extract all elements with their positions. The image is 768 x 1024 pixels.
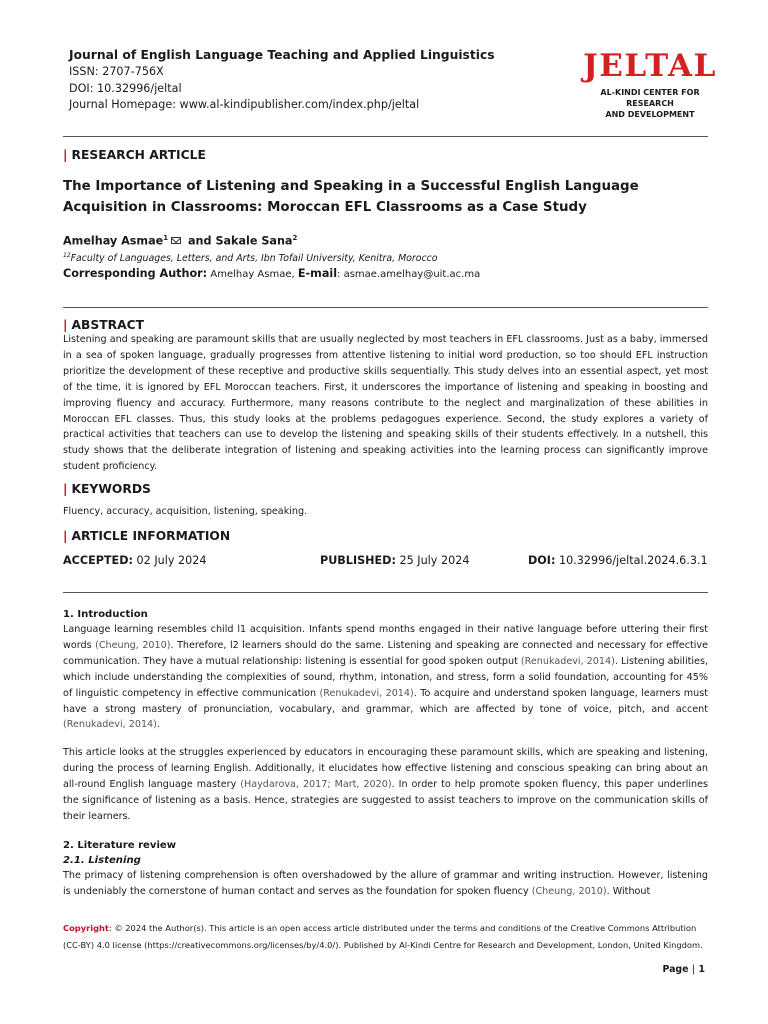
article-doi — [528, 553, 708, 569]
journal-homepage[interactable]: Journal Homepage: www.al-kindipublisher.com/index.php/jeltal — [69, 98, 420, 111]
abstract-heading: | ABSTRACT — [63, 318, 145, 332]
logo-subtitle-1: AL-KINDI CENTER FOR RESEARCH — [600, 88, 700, 108]
author-1: Amelhay Asmae — [63, 234, 164, 248]
intro-p1-text-a: Language learning resembles child l1 acquisition. Infants spend months engaged in their native language before uttering their first words — [63, 624, 708, 651]
copyright-footer — [63, 920, 708, 953]
journal-doi: DOI: 10.32996/jeltal — [69, 81, 182, 95]
article-title: The Importance of Listening and Speaking in a Successful English Language Acquisition in Classrooms: Moroccan EFL Classrooms as a Case Study — [63, 179, 639, 215]
citation: (Renukadevi, 2014) — [319, 687, 414, 699]
published-date — [320, 553, 469, 569]
affiliation — [63, 249, 438, 266]
lit-heading: 2. Literature review — [63, 840, 177, 851]
logo-name: JELTAL — [583, 48, 717, 84]
author-2-sup: 2 — [292, 234, 298, 242]
citation: (Renukadevi, 2014) — [63, 719, 157, 731]
intro-p1-text-b: . Therefore, l2 learners should do the same. Listening and speaking are connected and necessary for effective communication. They have a mutual relationship: listening is essential for good spoken output — [63, 639, 708, 667]
accepted-date — [63, 553, 206, 569]
corresponding-author — [63, 266, 480, 282]
intro-p1-text-e: . — [156, 719, 160, 731]
intro-p1-text-c: . Listening abilities, which include understanding the complexities of sound, rhythm, intonation, and stress, form a solid foundation, accounting for 45% of linguistic competency in effective communication — [63, 655, 708, 699]
affiliation-sup: 12 — [63, 252, 71, 259]
intro-p1-text-d: . To acquire and understand spoken language, learners must have a strong mastery of pronunciation, vocabulary, and grammar, which are affected by tone of voice, pitch, and accent — [63, 687, 708, 715]
author-2: Sakale Sana — [215, 234, 293, 248]
logo-subtitle-2: AND DEVELOPMENT — [605, 110, 695, 119]
lit-text-b: . Without — [606, 885, 651, 897]
issn: ISSN: 2707-756X — [69, 65, 164, 78]
published-label: PUBLISHED: — [320, 554, 396, 567]
intro-paragraph-2 — [63, 745, 708, 825]
email-address[interactable]: : asmae.amelhay@uit.ac.ma — [337, 269, 481, 280]
authors-line — [63, 231, 297, 249]
journal-logo — [580, 48, 720, 120]
corr-name: Amelhay Asmae, — [210, 269, 295, 280]
citation: (Cheung, 2010) — [95, 639, 171, 651]
listening-subheading: 2.1. Listening — [63, 855, 141, 866]
abstract-heading-text: ABSTRACT — [71, 318, 145, 332]
corr-label: Corresponding Author: — [63, 267, 208, 280]
copyright-text: : © 2024 the Author(s). This article is an open access article distributed under the terms and conditions of the Creative Commons Attribution (CC-BY) 4.0 license (https://creativecommons.org/licenses/by/4.0/). Published by Al-Kindi Centre for Research and Development, London, United Kingdom. — [63, 923, 703, 950]
article-type-label: | RESEARCH ARTICLE — [63, 148, 206, 162]
article-type: RESEARCH ARTICLE — [71, 148, 206, 162]
header-divider — [63, 136, 708, 137]
body-divider — [63, 592, 708, 593]
keywords-heading: | KEYWORDS — [63, 482, 151, 496]
keywords-text: Fluency, accuracy, acquisition, listening, speaking. — [63, 506, 308, 517]
lit-paragraph — [63, 868, 708, 900]
abstract-divider — [63, 307, 708, 308]
authors-and: and — [188, 234, 212, 248]
email-label: E-mail — [297, 267, 338, 280]
page-number — [662, 964, 705, 975]
intro-p2-text-b: . In order to help promote spoken fluency, this paper underlines the significance of listening as a basis. Hence, strategies are suggested to assist teachers to improve on the communication skills of their learners. — [63, 778, 708, 822]
journal-header — [69, 47, 539, 114]
doi-value[interactable]: 10.32996/jeltal.2024.6.3.1 — [559, 554, 708, 567]
page-number-value: 1 — [698, 964, 705, 975]
author-1-sup: 1 — [163, 234, 169, 242]
copyright-label: Copyright — [63, 923, 109, 933]
intro-p2-text-a: This article looks at the struggles experienced by educators in encouraging these paramount skills, which are speaking and listening, during the process of learning English. Additionally, it elucidates how effective listening and conscious speaking can bring about an all-round English language mastery — [63, 747, 708, 790]
journal-title: Journal of English Language Teaching and Applied Linguistics — [69, 48, 495, 62]
intro-heading: 1. Introduction — [63, 609, 148, 620]
accepted-value: 02 July 2024 — [136, 554, 207, 567]
accepted-label: ACCEPTED: — [63, 554, 133, 567]
page-separator: | — [691, 964, 696, 975]
page-label: Page — [662, 964, 689, 975]
citation: (Renukadevi, 2014) — [520, 655, 615, 667]
doi-label: DOI: — [528, 554, 556, 567]
intro-paragraph-1 — [63, 622, 708, 733]
mail-icon[interactable] — [171, 237, 181, 244]
affiliation-text: Faculty of Languages, Letters, and Arts, Ibn Tofail University, Kenitra, Morocco — [70, 253, 438, 265]
published-value: 25 July 2024 — [399, 554, 470, 567]
article-info-heading-text: ARTICLE INFORMATION — [71, 529, 231, 543]
citation: (Cheung, 2010) — [531, 885, 607, 897]
abstract-text: Listening and speaking are paramount skills that are usually neglected by most teachers in EFL classrooms. Just as a baby, immersed in a sea of spoken language, gradually progresses from attentive listening to initial word production, so too should EFL instruction prioritize the development of these receptive and productive skills sequentially. This study delves into an essential aspect, yet most of the time, it is ignored by EFL Moroccan teachers. First, it underscores the importance of listening and speaking in boosting and improving fluency and accuracy. Furthermore, many reasons contribute to the neglect and marginalization of these abilities in Moroccan EFL classes. Thus, this study looks at the problems pedagogues experience. Second, the study explores a variety of practical activities that teachers can use to develop the listening and speaking skills of their students effectively. In a nutshell, this study shows that the deliberate integration of listening and speaking activities into the learning process can significantly improve student proficiency. — [63, 334, 708, 473]
citation: (Haydarova, 2017; Mart, 2020) — [240, 778, 392, 790]
article-info-heading: | ARTICLE INFORMATION — [63, 529, 231, 543]
keywords-heading-text: KEYWORDS — [71, 482, 151, 496]
lit-text-a: The primacy of listening comprehension is often overshadowed by the allure of grammar and writing instruction. However, listening is undeniably the cornerstone of human contact and serves as the foundation for spoken fluency — [63, 870, 708, 897]
